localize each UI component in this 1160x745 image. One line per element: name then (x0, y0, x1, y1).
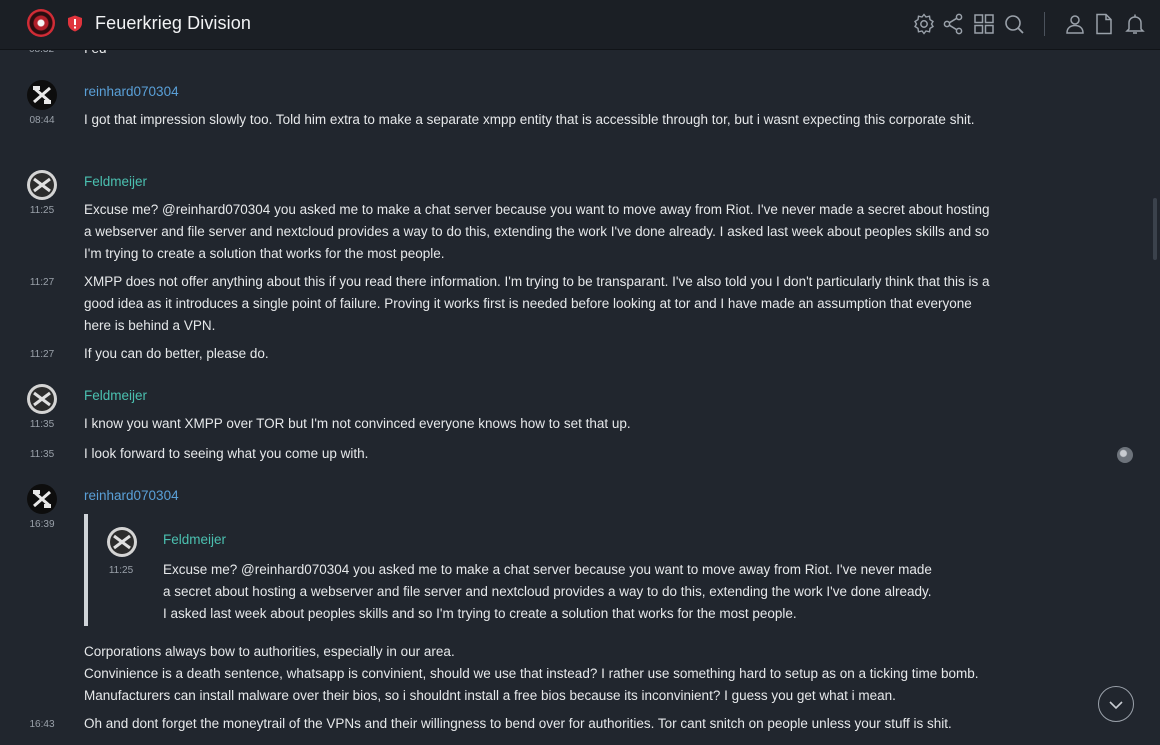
sender-name[interactable]: reinhard070304 (84, 84, 179, 99)
quoted-reply[interactable] (84, 514, 932, 626)
user-avatar-reinhard[interactable] (27, 80, 57, 110)
apps-grid-icon[interactable] (972, 12, 996, 36)
message-body: If you can do better, please do. (84, 346, 269, 361)
room-title[interactable]: Feuerkrieg Division (95, 13, 251, 33)
message-body: I got that impression slowly too. Told him extra to make a separate xmpp entity that is accessible through tor, but i wasnt expecting this corporate shit. (84, 112, 975, 127)
user-avatar-feldmeijer[interactable] (27, 170, 57, 200)
message-body: I look forward to seeing what you come up with. (84, 446, 369, 461)
message-body: XMPP does not offer anything about this if you read there information. I'm trying to be transparant. I've also told you I don't particularly think that this is a good idea as it introduces a single point of failure. Proving it works first is needed before looking at tor and I have made an assumption that everyone here is behind a VPN. (84, 274, 990, 333)
share-icon[interactable] (941, 12, 965, 36)
header-divider (1044, 12, 1045, 36)
sender-name[interactable]: reinhard070304 (84, 488, 179, 503)
settings-icon[interactable] (912, 12, 936, 36)
room-avatar[interactable] (27, 9, 55, 37)
user-avatar-feldmeijer[interactable] (27, 384, 57, 414)
shield-warning-icon[interactable] (67, 15, 83, 32)
message-body: Oh and dont forget the moneytrail of the VPNs and their willingness to bend over for authorities. Tor cant snitch on people unless your stuff is shit. (84, 716, 952, 731)
quote-timestamp: 11:25 (108, 565, 134, 576)
jump-to-bottom-button[interactable] (1098, 686, 1134, 722)
message-body: Corporations always bow to authorities, especially in our area. (84, 644, 455, 659)
member-icon[interactable] (1063, 12, 1087, 36)
message-timestamp[interactable]: 11:25 (29, 205, 55, 216)
read-receipt-avatar[interactable] (1117, 447, 1133, 463)
message-timestamp[interactable]: 11:27 (29, 349, 55, 360)
quote-sender-name[interactable]: Feldmeijer (163, 532, 227, 547)
message-timestamp[interactable]: 16:43 (29, 719, 55, 730)
message-timestamp[interactable]: 16:39 (29, 519, 55, 530)
message-body: Convinience is a death sentence, whatsapp is convinient, should we use that instead? I rather use something hard to setup as on a ticking time bomb. Manufacturers can install malware over their bios, so i shouldnt install a free bios because its inconvinient? I guess you get what i mean. (84, 666, 979, 703)
sender-name[interactable]: Feldmeijer (84, 388, 148, 403)
sender-name[interactable]: Feldmeijer (84, 174, 148, 189)
message-timestamp[interactable]: 11:35 (29, 449, 55, 460)
user-avatar-feldmeijer[interactable] (107, 527, 137, 557)
message-timestamp[interactable]: 11:27 (29, 277, 55, 288)
bell-icon[interactable] (1123, 12, 1147, 36)
message-timestamp[interactable]: 08:44 (29, 115, 55, 126)
message-timestamp[interactable]: 11:35 (29, 419, 55, 430)
timeline-scrollbar[interactable] (1153, 198, 1157, 260)
message-body: I know you want XMPP over TOR but I'm not convinced everyone knows how to set that up. (84, 416, 631, 431)
search-icon[interactable] (1002, 12, 1026, 36)
quote-body: Excuse me? @reinhard070304 you asked me to make a chat server because you want to move away from Riot. I've never made a secret about hosting a webserver and file server and nextcloud provides a way to do this, extending the work I've done already. I asked last week about peoples skills and so I'm trying to create a solution that works for the most people. (163, 562, 932, 621)
room-header (0, 0, 1160, 50)
files-icon[interactable] (1092, 12, 1116, 36)
message-body: Excuse me? @reinhard070304 you asked me to make a chat server because you want to move away from Riot. I've never made a secret about hosting a webserver and file server and nextcloud provides a way to do this, extending the work I've done already. I asked last week about peoples skills and so I'm trying to create a solution that works for the most people. (84, 202, 990, 261)
chevron-down-icon (1107, 696, 1125, 714)
user-avatar-reinhard[interactable] (27, 484, 57, 514)
